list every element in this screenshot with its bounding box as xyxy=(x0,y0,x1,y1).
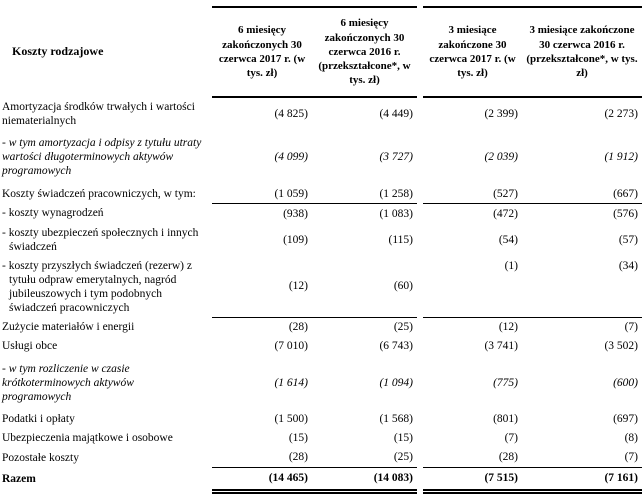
value-cell: (472) xyxy=(493,207,518,220)
table-row xyxy=(0,467,642,491)
row-label: - w tym amortyzacja i odpisy z tytułu utraty wartości długoterminowych aktywów programowych xyxy=(2,137,202,178)
row-label: Zużycie materiałów i energii xyxy=(2,320,135,333)
table-row xyxy=(0,317,642,337)
row-header-label: Koszty rodzajowe xyxy=(12,44,104,59)
value-cell: (4 825) xyxy=(274,108,308,120)
row-label: - koszty przyszłych świadczeń (rezerw) z tytułu odpraw emerytalnych, nagród jubileuszowych i tym podobnych świadczeń pracowniczych xyxy=(2,259,192,314)
row-label: Podatki i opłaty xyxy=(2,413,75,426)
value-cell: (4 449) xyxy=(379,108,413,120)
table-row xyxy=(0,256,642,317)
value-cell: (4 099) xyxy=(274,151,308,164)
value-cell: (1 059) xyxy=(212,184,312,204)
value-cell: (1 094) xyxy=(379,376,413,389)
value-cell: (7) xyxy=(624,321,638,334)
row-label: Ubezpieczenia majątkowe i osobowe xyxy=(2,432,173,445)
table-body xyxy=(0,97,642,491)
value-cell: (115) xyxy=(388,233,413,246)
value-cell: (1) xyxy=(423,256,522,317)
value-cell: (1 568) xyxy=(379,413,413,426)
value-cell: (12) xyxy=(212,256,312,317)
row-label: - w tym rozliczenie w czasie krótkoterminowych aktywów programowych xyxy=(2,362,134,403)
value-cell: (57) xyxy=(618,233,638,246)
value-cell: (6 743) xyxy=(379,340,413,353)
value-cell: (1 500) xyxy=(274,413,308,426)
row-label: Usługi obce xyxy=(2,340,58,353)
value-cell: (527) xyxy=(423,184,522,204)
value-cell: (28) xyxy=(288,321,308,334)
table-header xyxy=(0,7,642,97)
value-cell: (25) xyxy=(312,448,417,468)
table-row xyxy=(0,337,642,356)
value-cell: (2 273) xyxy=(604,108,638,120)
value-cell: (667) xyxy=(522,184,642,204)
value-cell: (1 614) xyxy=(274,376,308,389)
value-cell: (7 515) xyxy=(423,467,522,491)
value-cell: (12) xyxy=(498,321,518,334)
value-cell: (600) xyxy=(613,376,638,389)
value-cell: (1 083) xyxy=(379,207,413,220)
value-cell: (54) xyxy=(498,233,518,246)
row-label: - koszty wynagrodzeń xyxy=(2,207,104,220)
row-label: Amortyzacja środków trwałych i wartości niematerialnych xyxy=(2,100,195,127)
value-cell: (1 912) xyxy=(604,151,638,164)
value-cell: (775) xyxy=(493,376,518,389)
value-cell: (1 258) xyxy=(312,184,417,204)
value-cell: (697) xyxy=(613,413,638,426)
col-header-6m-2016-restated: 6 miesięcy zakończonych 30 czerwca 2016 r. (przekształcone*, w tys. zł) xyxy=(312,7,417,97)
value-cell: (28) xyxy=(212,448,312,468)
row-label: Koszty świadczeń pracowniczych, w tym: xyxy=(2,187,196,200)
table-row xyxy=(0,410,642,429)
row-label: Razem xyxy=(2,472,36,485)
col-header-3m-2017: 3 miesiące zakończone 30 czerwca 2017 r. (w tys. zł) xyxy=(423,7,522,97)
value-cell: (25) xyxy=(393,321,413,334)
value-cell: (60) xyxy=(312,256,417,317)
value-cell: (938) xyxy=(283,207,308,220)
value-cell: (3 727) xyxy=(379,151,413,164)
value-cell: (3 741) xyxy=(484,340,518,353)
table-row xyxy=(0,204,642,224)
table-row xyxy=(0,356,642,410)
costs-by-type-table xyxy=(0,6,642,494)
value-cell: (14 465) xyxy=(212,467,312,491)
col-header-6m-2017: 6 miesięcy zakończonych 30 czerwca 2017 r. (w tys. zł) xyxy=(212,7,312,97)
value-cell: (3 502) xyxy=(604,340,638,353)
value-cell: (801) xyxy=(493,413,518,426)
table-row xyxy=(0,184,642,204)
value-cell: (15) xyxy=(288,432,308,445)
row-label: - koszty ubezpieczeń społecznych i innych świadczeń xyxy=(2,226,199,253)
table-row xyxy=(0,429,642,448)
value-cell: (2 039) xyxy=(484,151,518,164)
value-cell: (14 083) xyxy=(312,467,417,491)
table-row xyxy=(0,223,642,256)
col-header-3m-2016-restated: 3 miesiące zakończone 30 czerwca 2016 r. (przekształcone*, w tys. zł) xyxy=(522,7,642,97)
value-cell: (109) xyxy=(283,233,308,246)
value-cell: (2 399) xyxy=(484,108,518,120)
table-row xyxy=(0,448,642,468)
table-row xyxy=(0,97,642,130)
value-cell: (7 161) xyxy=(522,467,642,491)
value-cell: (34) xyxy=(522,256,642,317)
value-cell: (7) xyxy=(522,448,642,468)
header-row xyxy=(0,7,642,97)
value-cell: (8) xyxy=(624,432,638,445)
value-cell: (15) xyxy=(393,432,413,445)
value-cell: (7) xyxy=(504,432,518,445)
value-cell: (576) xyxy=(613,207,638,220)
row-label: Pozostałe koszty xyxy=(2,451,79,464)
table-row xyxy=(0,130,642,184)
value-cell: (7 010) xyxy=(274,340,308,353)
value-cell: (28) xyxy=(423,448,522,468)
